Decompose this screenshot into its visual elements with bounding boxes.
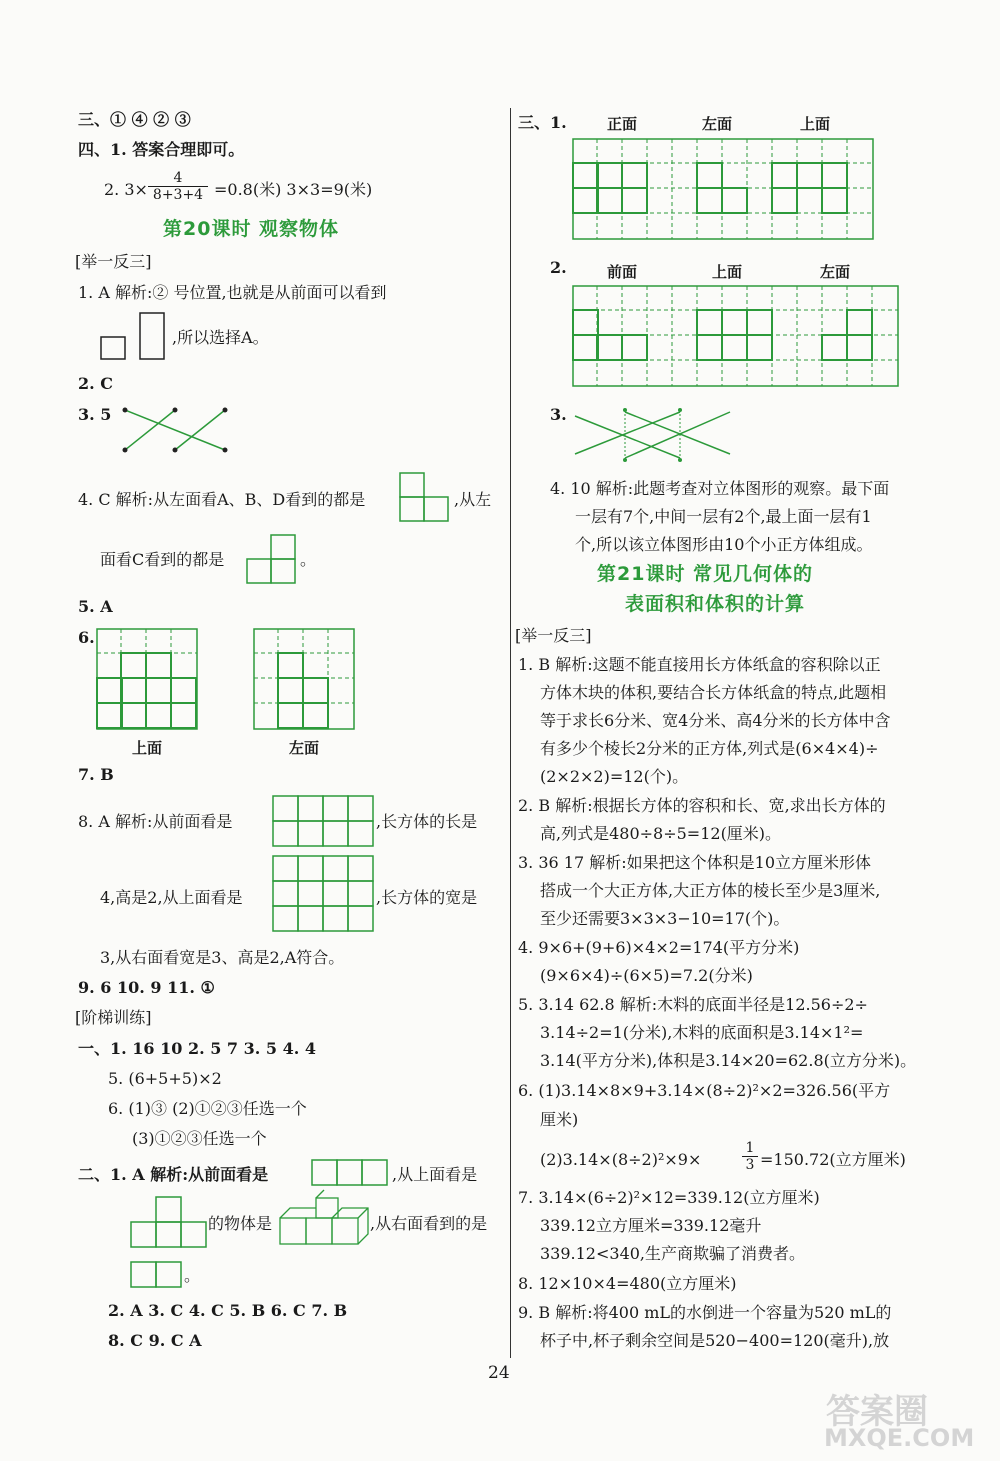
answer-a5: 5. A	[78, 597, 113, 616]
answer-p6-line2: 厘米)	[540, 1110, 579, 1129]
answer-c2-7: 2. A 3. C 4. C 5. B 6. C 7. B	[108, 1301, 348, 1320]
answer-a4-end: 。	[300, 550, 317, 569]
answer-p3-line2: 搭成一个大正方体,大正方体的棱长至少是3厘米,	[540, 881, 881, 900]
watermark-logo: 答案圈	[826, 1392, 928, 1432]
answer-a4-line2: 面看C看到的都是	[100, 550, 225, 569]
answer-b6: 6. (1)③ (2)①②③任选一个	[108, 1099, 307, 1118]
answer-c1: 二、1. A 解析:从前面看是	[78, 1165, 269, 1184]
a8-top-view	[272, 855, 376, 935]
r2-views-grid	[572, 285, 900, 389]
a3-matching-lines	[120, 405, 235, 455]
answer-a9-11: 9. 6 10. 9 11. ①	[78, 978, 215, 997]
lesson-21-title-line1: 第21课时 常见几何体的	[597, 563, 814, 585]
answer-c1-mid: 的物体是	[208, 1214, 273, 1233]
answer-a7: 7. B	[78, 765, 114, 784]
fraction-numerator: 1	[742, 1140, 758, 1157]
answer-4-2-prefix: 2. 3×	[104, 180, 148, 199]
caption-left: 左面	[702, 115, 733, 133]
answer-a8-tail2: ,长方体的宽是	[376, 888, 478, 907]
answer-p4-line2: (9×6×4)÷(6×5)=7.2(分米)	[540, 966, 753, 985]
caption2-front: 前面	[607, 263, 638, 281]
answer-a2: 2. C	[78, 374, 114, 393]
r1-views-grid	[572, 138, 874, 242]
c1-solid-figure	[278, 1196, 370, 1250]
answer-a6: 6.	[78, 628, 95, 647]
caption-front: 正面	[607, 115, 638, 133]
column-divider	[510, 108, 511, 1358]
fraction-denominator: 3	[745, 1157, 755, 1173]
answer-b5: 5. (6+5+5)×2	[108, 1069, 222, 1088]
answer-a8-tail1: ,长方体的长是	[376, 812, 478, 831]
answer-line-4-2	[104, 180, 148, 200]
caption-left-view: 左面	[289, 739, 320, 757]
caption2-top: 上面	[712, 263, 743, 281]
answer-p2-line1: 2. B 解析:根据长方体的容积和长、宽,求出长方体的	[518, 796, 886, 815]
section-practice-b: [阶梯训练]	[75, 1008, 152, 1027]
lesson-20-title: 第20课时 观察物体	[163, 218, 340, 240]
answer-p7-line2: 339.12立方厘米=339.12毫升	[540, 1216, 762, 1235]
answer-p2-line2: 高,列式是480÷8÷5=12(厘米)。	[540, 824, 782, 843]
answer-a4-tail: ,从左	[454, 490, 492, 509]
lesson-21-title-line2: 表面积和体积的计算	[625, 593, 806, 615]
answer-r2: 2.	[550, 258, 567, 277]
answer-r3: 3.	[550, 405, 567, 424]
answer-r4-line1: 4. 10 解析:此题考查对立体图形的观察。最下面	[550, 479, 890, 498]
a8-front-view	[272, 795, 376, 847]
answer-b6-3: (3)①②③任选一个	[132, 1129, 267, 1148]
answer-p1-line3: 等于求长6分米、宽4分米、高4分米的长方体中含	[540, 711, 891, 730]
answer-a1-conclusion: ,所以选择A。	[172, 328, 269, 347]
answer-a4: 4. C 解析:从左面看A、B、D看到的都是	[78, 490, 366, 509]
answer-a1: 1. A 解析:② 号位置,也就是从前面可以看到	[78, 283, 387, 302]
answer-a8-line3: 3,从右面看宽是3、高是2,A符合。	[100, 948, 345, 967]
page-number: 24	[488, 1363, 510, 1383]
answer-p9-line1: 9. B 解析:将400 mL的水倒进一个容量为520 mL的	[518, 1303, 892, 1322]
answer-p6-part2: (2)3.14×(8÷2)²×9×	[540, 1150, 702, 1169]
answer-r1: 三、1.	[518, 113, 567, 132]
answer-a8: 8. A 解析:从前面看是	[78, 812, 233, 831]
answer-p1-line5: (2×2×2)=12(个)。	[540, 767, 689, 786]
answer-p9-line2: 杯子中,杯子剩余空间是520−400=120(毫升),放	[540, 1331, 890, 1350]
answer-p8: 8. 12×10×4=480(立方厘米)	[518, 1274, 737, 1293]
a1-figure	[100, 312, 170, 362]
answer-c1-tail2: ,从右面看到的是	[370, 1214, 488, 1233]
watermark-domain: MXQE.COM	[824, 1424, 975, 1452]
answer-a8-line2: 4,高是2,从上面看是	[100, 888, 243, 907]
answer-a3: 3. 5	[78, 405, 112, 424]
caption2-left: 左面	[820, 263, 851, 281]
c1-right-view	[130, 1260, 186, 1290]
fraction-numerator: 4	[148, 170, 208, 187]
answer-r4-line3: 个,所以该立体图形由10个小正方体组成。	[575, 535, 873, 554]
c1-front-view	[311, 1158, 391, 1188]
answer-line-4-1: 四、1. 答案合理即可。	[78, 140, 245, 159]
answer-p7-line3: 339.12<340,生产商欺骗了消费者。	[540, 1244, 806, 1263]
answer-4-2-result: =0.8(米) 3×3=9(米)	[214, 180, 373, 199]
fraction-denominator: 8+3+4	[152, 187, 204, 203]
a6-left-view-grid	[253, 628, 357, 732]
fraction-4-over-sum	[148, 170, 208, 203]
caption-top-view: 上面	[132, 739, 163, 757]
answer-p3-line1: 3. 36 17 解析:如果把这个体积是10立方厘米形体	[518, 853, 871, 872]
a6-top-view-grid	[96, 628, 200, 732]
answer-p6-line1: 6. (1)3.14×8×9+3.14×(8÷2)²×2=326.56(平方	[518, 1081, 891, 1100]
c1-top-view	[130, 1196, 210, 1250]
caption-top: 上面	[800, 115, 831, 133]
answer-b1-4: 一、1. 16 10 2. 5 7 3. 5 4. 4	[78, 1039, 317, 1058]
answer-p6-part2-result: =150.72(立方厘米)	[760, 1150, 906, 1169]
answer-r4-line2: 一层有7个,中间一层有2个,最上面一层有1	[575, 507, 872, 526]
answer-p5-line1: 5. 3.14 62.8 解析:木料的底面半径是12.56÷2÷	[518, 995, 868, 1014]
fraction-one-third	[742, 1140, 758, 1173]
answer-line-3: 三、① ④ ② ③	[78, 110, 191, 129]
answer-c8-9: 8. C 9. C A	[108, 1331, 202, 1350]
answer-p7-line1: 7. 3.14×(6÷2)²×12=339.12(立方厘米)	[518, 1188, 820, 1207]
answer-p1-line1: 1. B 解析:这题不能直接用长方体纸盒的容积除以正	[518, 655, 881, 674]
answer-c1-tail1: ,从上面看是	[392, 1165, 478, 1184]
a4-figure-2	[246, 534, 300, 586]
answer-p1-line4: 有多少个棱长2分米的正方体,列式是(6×4×4)÷	[540, 739, 879, 758]
answer-p5-line2: 3.14÷2=1(分米),木料的底面积是3.14×1²=	[540, 1023, 864, 1042]
answer-c1-end: 。	[184, 1266, 201, 1285]
answer-p4-line1: 4. 9×6+(9+6)×4×2=174(平方分米)	[518, 938, 800, 957]
answer-p5-line3: 3.14(平方分米),体积是3.14×20=62.8(立方分米)。	[540, 1051, 917, 1070]
r3-matching-lines	[570, 408, 740, 464]
a4-figure-1	[399, 472, 453, 524]
answer-p1-line2: 方体木块的体积,要结合长方体纸盒的特点,此题相	[540, 683, 887, 702]
answer-p3-line3: 至少还需要3×3×3−10=17(个)。	[540, 909, 790, 928]
section-practice-a: [举一反三]	[75, 252, 152, 271]
section-practice-right: [举一反三]	[515, 626, 592, 645]
